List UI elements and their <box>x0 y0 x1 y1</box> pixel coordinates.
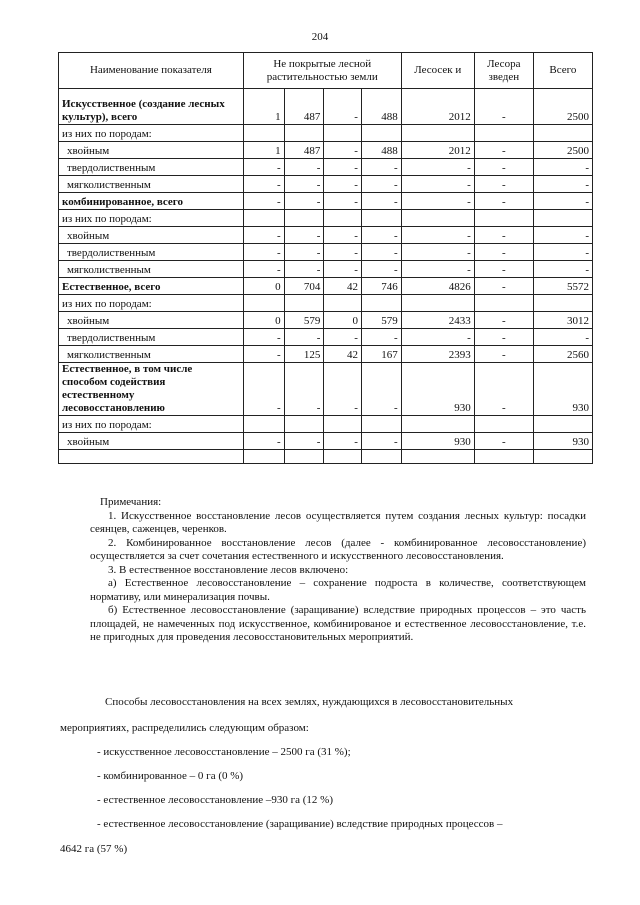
row-cell: - <box>243 159 284 176</box>
row-cell: - <box>401 176 474 193</box>
row-cell: - <box>474 89 533 125</box>
row-cell: 579 <box>284 312 324 329</box>
table-row <box>59 176 593 193</box>
row-cell: - <box>243 193 284 210</box>
row-cell <box>361 295 401 312</box>
row-cell: - <box>533 244 592 261</box>
table-row <box>59 227 593 244</box>
row-label: мягколиственным <box>59 346 244 363</box>
row-cell: - <box>474 159 533 176</box>
row-cell: - <box>361 433 401 450</box>
row-cell: 746 <box>361 278 401 295</box>
header-total: Всего <box>533 53 592 89</box>
row-cell: 0 <box>324 312 362 329</box>
row-cell: - <box>474 329 533 346</box>
table-row <box>59 210 593 227</box>
row-cell: - <box>324 193 362 210</box>
summary-item: - искусственное лесовосстановление – 2500 га (31 %); <box>97 746 351 758</box>
page-number: 204 <box>311 31 329 43</box>
row-cell <box>401 210 474 227</box>
row-cell: 2012 <box>401 142 474 159</box>
row-cell: 930 <box>533 363 592 416</box>
row-cell: 704 <box>284 278 324 295</box>
row-cell: 1 <box>243 89 284 125</box>
row-cell: - <box>361 193 401 210</box>
row-cell: - <box>474 176 533 193</box>
row-cell <box>401 125 474 142</box>
table-row <box>59 363 593 416</box>
row-cell: - <box>474 193 533 210</box>
row-cell: 1 <box>243 142 284 159</box>
row-cell: 579 <box>361 312 401 329</box>
row-cell: - <box>474 227 533 244</box>
row-cell <box>401 416 474 433</box>
row-cell: - <box>401 159 474 176</box>
row-label <box>59 450 244 464</box>
row-cell: - <box>284 244 324 261</box>
row-cell: - <box>474 346 533 363</box>
row-cell <box>324 210 362 227</box>
row-cell: - <box>361 227 401 244</box>
row-cell: - <box>401 329 474 346</box>
note-item: 3. В естественное восстановление лесов включено: <box>108 563 349 576</box>
row-label: твердолиственным <box>59 159 244 176</box>
row-cell <box>284 416 324 433</box>
row-label: твердолиственным <box>59 329 244 346</box>
row-cell: - <box>401 244 474 261</box>
row-cell <box>324 295 362 312</box>
row-cell: 487 <box>284 89 324 125</box>
row-cell: 125 <box>284 346 324 363</box>
row-cell: - <box>324 159 362 176</box>
table-row <box>59 159 593 176</box>
row-cell: 487 <box>284 142 324 159</box>
row-cell: - <box>533 261 592 278</box>
row-cell: - <box>243 346 284 363</box>
row-label: из них по породам: <box>59 416 244 433</box>
row-cell <box>243 416 284 433</box>
row-cell: - <box>284 329 324 346</box>
row-cell <box>474 295 533 312</box>
header-uncovered-lands: Не покрытые лесной растительностью земли <box>243 53 401 89</box>
row-cell: - <box>243 227 284 244</box>
row-cell: - <box>284 261 324 278</box>
row-cell: - <box>324 89 362 125</box>
row-cell: - <box>401 193 474 210</box>
row-cell: - <box>361 244 401 261</box>
row-cell: - <box>243 433 284 450</box>
row-cell: 488 <box>361 142 401 159</box>
row-cell: 0 <box>243 278 284 295</box>
row-cell <box>474 450 533 464</box>
row-cell <box>533 210 592 227</box>
row-cell: 5572 <box>533 278 592 295</box>
row-label: хвойным <box>59 312 244 329</box>
row-cell <box>533 125 592 142</box>
row-cell: - <box>474 261 533 278</box>
table-row <box>59 142 593 159</box>
row-cell: 930 <box>401 433 474 450</box>
table-row <box>59 329 593 346</box>
summary-item: - естественное лесовосстановление –930 га (12 %) <box>97 794 334 806</box>
row-cell: - <box>284 363 324 416</box>
row-cell: - <box>324 433 362 450</box>
row-cell: - <box>324 363 362 416</box>
row-cell <box>533 295 592 312</box>
row-label: хвойным <box>59 142 244 159</box>
row-cell <box>361 450 401 464</box>
row-label: хвойным <box>59 433 244 450</box>
row-cell: - <box>243 261 284 278</box>
row-cell: 2433 <box>401 312 474 329</box>
row-cell: - <box>474 433 533 450</box>
row-cell <box>243 295 284 312</box>
row-cell: 930 <box>533 433 592 450</box>
row-cell <box>284 295 324 312</box>
row-cell: - <box>533 329 592 346</box>
row-cell: - <box>401 227 474 244</box>
table-row <box>59 193 593 210</box>
note-item: 1. Искусственное восстановление лесов осуществляется путем создания лесных культур: посадки сеянцев, саженцев, черенков. <box>90 509 586 535</box>
row-cell <box>284 450 324 464</box>
row-cell: - <box>284 433 324 450</box>
row-cell: 488 <box>361 89 401 125</box>
header-thinned-forests: Лесора зведен <box>474 53 533 89</box>
table-row <box>59 295 593 312</box>
row-cell: - <box>284 176 324 193</box>
table-row <box>59 244 593 261</box>
row-cell: - <box>474 142 533 159</box>
notes-section <box>90 496 586 645</box>
row-cell: - <box>533 193 592 210</box>
row-cell <box>361 416 401 433</box>
row-cell <box>324 450 362 464</box>
row-cell <box>361 210 401 227</box>
summary-item: - комбинированное – 0 га (0 %) <box>97 770 244 782</box>
row-cell <box>533 450 592 464</box>
row-cell: - <box>361 261 401 278</box>
summary-intro-line2: мероприятиях, распределились следующим образом: <box>60 722 309 734</box>
row-label: из них по породам: <box>59 210 244 227</box>
table-row <box>59 261 593 278</box>
row-cell <box>533 416 592 433</box>
row-cell <box>474 416 533 433</box>
row-cell: - <box>284 227 324 244</box>
summary-item: - естественное лесовосстановление (заращивание) вследствие природных процессов – <box>97 818 503 830</box>
row-label: из них по породам: <box>59 295 244 312</box>
row-cell: - <box>361 176 401 193</box>
row-cell: 2500 <box>533 142 592 159</box>
row-cell: - <box>474 278 533 295</box>
row-cell: 2393 <box>401 346 474 363</box>
table-body <box>59 89 593 464</box>
row-cell: - <box>284 159 324 176</box>
row-cell: - <box>361 159 401 176</box>
row-cell: - <box>243 176 284 193</box>
notes-title: Примечания: <box>100 496 162 508</box>
row-cell <box>284 125 324 142</box>
row-cell <box>243 450 284 464</box>
row-cell: - <box>243 363 284 416</box>
row-cell <box>401 450 474 464</box>
row-cell: - <box>474 363 533 416</box>
row-label: Искусственное (создание лесных культур), всего <box>59 89 244 125</box>
row-cell: - <box>243 244 284 261</box>
row-cell: - <box>533 176 592 193</box>
row-cell: - <box>324 176 362 193</box>
row-label: из них по породам: <box>59 125 244 142</box>
row-cell <box>474 210 533 227</box>
table-row <box>59 346 593 363</box>
row-label: Естественное, всего <box>59 278 244 295</box>
row-cell <box>284 210 324 227</box>
row-cell: 2500 <box>533 89 592 125</box>
row-label: твердолиственным <box>59 244 244 261</box>
summary-section <box>60 696 580 856</box>
row-cell: - <box>361 329 401 346</box>
row-cell: - <box>243 329 284 346</box>
row-cell: - <box>324 227 362 244</box>
row-cell <box>361 125 401 142</box>
note-item: 2. Комбинированное восстановление лесов (далее - комбинированное лесовосстановление) осуществляется за счет сочетания естественного и искусственного лесовосстановления. <box>90 536 586 562</box>
row-label: комбинированное, всего <box>59 193 244 210</box>
row-cell: 4826 <box>401 278 474 295</box>
row-cell <box>243 210 284 227</box>
row-cell: - <box>533 227 592 244</box>
note-item: а) Естественное лесовосстановление – сохранение подроста в количестве, соответствующем нормативу, или минерализация почвы. <box>90 577 586 603</box>
row-cell: - <box>324 244 362 261</box>
row-label: мягколиственным <box>59 176 244 193</box>
row-cell: 2012 <box>401 89 474 125</box>
row-cell: 42 <box>324 346 362 363</box>
row-cell: - <box>474 244 533 261</box>
row-cell: 2560 <box>533 346 592 363</box>
row-cell: - <box>324 329 362 346</box>
header-indicator: Наименование показателя <box>59 53 244 89</box>
row-cell: - <box>361 363 401 416</box>
table-row <box>59 450 593 464</box>
table-row <box>59 89 593 125</box>
row-cell: - <box>324 261 362 278</box>
row-label: мягколиственным <box>59 261 244 278</box>
row-cell <box>324 416 362 433</box>
row-label: Естественное, в том числе способом содействия естественному лесовосстановлению <box>59 363 244 416</box>
row-label: хвойным <box>59 227 244 244</box>
row-cell <box>401 295 474 312</box>
table-row <box>59 433 593 450</box>
summary-last-line: 4642 га (57 %) <box>60 843 128 855</box>
summary-intro-line1: Способы лесовосстановления на всех землях, нуждающихся в лесовосстановительных <box>105 696 514 708</box>
row-cell: - <box>474 312 533 329</box>
row-cell: 930 <box>401 363 474 416</box>
row-cell: - <box>401 261 474 278</box>
header-cutting-areas: Лесосек и <box>401 53 474 89</box>
row-cell: - <box>324 142 362 159</box>
reforestation-table <box>58 52 593 464</box>
row-cell: - <box>284 193 324 210</box>
row-cell <box>243 125 284 142</box>
table-row <box>59 278 593 295</box>
row-cell: 0 <box>243 312 284 329</box>
row-cell <box>474 125 533 142</box>
row-cell: - <box>533 159 592 176</box>
row-cell: 3012 <box>533 312 592 329</box>
table-row <box>59 416 593 433</box>
note-item: б) Естественное лесовосстановление (заращивание) вследствие природных процессов – это часть площадей, не намеченных под искусственное, комбинированое и естественное лесовосстановление, т.е. не пригодных для проведения лесовосстановительных мероприятий. <box>90 604 586 643</box>
table-row <box>59 125 593 142</box>
row-cell <box>324 125 362 142</box>
table-row <box>59 312 593 329</box>
row-cell: 167 <box>361 346 401 363</box>
row-cell: 42 <box>324 278 362 295</box>
